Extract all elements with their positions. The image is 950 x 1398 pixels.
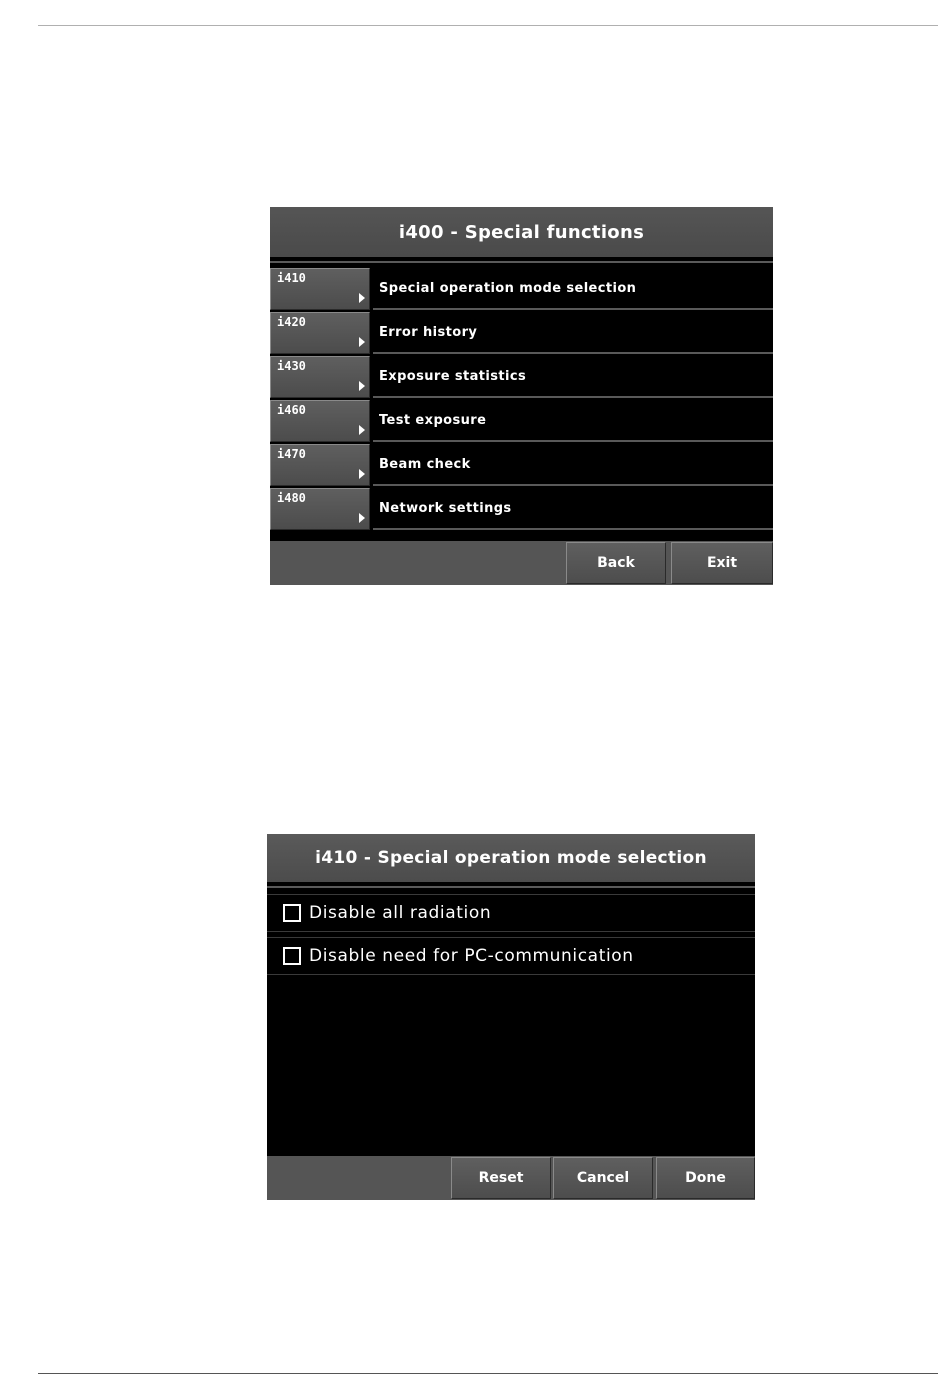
back-button[interactable]: Back [566,542,666,584]
menu-row-i410[interactable] [270,268,773,312]
option-disable-all-radiation[interactable] [267,894,755,932]
menu-row-i460[interactable] [270,400,773,444]
menu-label[interactable]: Beam check [373,444,773,486]
play-arrow-icon [359,425,365,435]
menu-label[interactable]: Error history [373,312,773,354]
exit-button[interactable]: Exit [671,542,773,584]
menu-label[interactable]: Test exposure [373,400,773,442]
menu-code: i470 [277,447,306,461]
menu-code: i460 [277,403,306,417]
menu-code-button[interactable] [270,356,370,398]
special-functions-title: i400 - Special functions [270,207,773,257]
checkbox[interactable] [283,947,301,965]
menu-label[interactable]: Network settings [373,488,773,530]
reset-button[interactable]: Reset [451,1157,551,1199]
mode-selection-screen [267,834,755,1200]
play-arrow-icon [359,381,365,391]
menu-row-i480[interactable] [270,488,773,532]
cancel-button[interactable]: Cancel [553,1157,653,1199]
menu-label[interactable]: Special operation mode selection [373,268,773,310]
checkbox[interactable] [283,904,301,922]
option-disable-pc-communication[interactable] [267,937,755,975]
play-arrow-icon [359,337,365,347]
play-arrow-icon [359,293,365,303]
menu-code: i420 [277,315,306,329]
menu-code-button[interactable] [270,400,370,442]
menu-code-button[interactable] [270,444,370,486]
special-functions-screen [270,207,773,585]
mode-selection-footer [267,1156,755,1200]
menu-code: i480 [277,491,306,505]
menu-code: i410 [277,271,306,285]
menu-code-button[interactable] [270,312,370,354]
play-arrow-icon [359,469,365,479]
menu-code-button[interactable] [270,488,370,530]
menu-label[interactable]: Exposure statistics [373,356,773,398]
play-arrow-icon [359,513,365,523]
menu-code: i430 [277,359,306,373]
menu-code-button[interactable] [270,268,370,310]
menu-row-i420[interactable] [270,312,773,356]
menu-row-i430[interactable] [270,356,773,400]
header-divider [270,261,773,263]
page-top-rule [38,25,938,26]
special-functions-footer [270,541,773,585]
done-button[interactable]: Done [656,1157,755,1199]
mode-selection-title: i410 - Special operation mode selection [267,834,755,882]
header-divider [267,886,755,888]
page-bottom-rule [38,1373,938,1374]
option-label: Disable all radiation [309,903,492,923]
menu-row-i470[interactable] [270,444,773,488]
option-label: Disable need for PC-communication [309,946,634,966]
